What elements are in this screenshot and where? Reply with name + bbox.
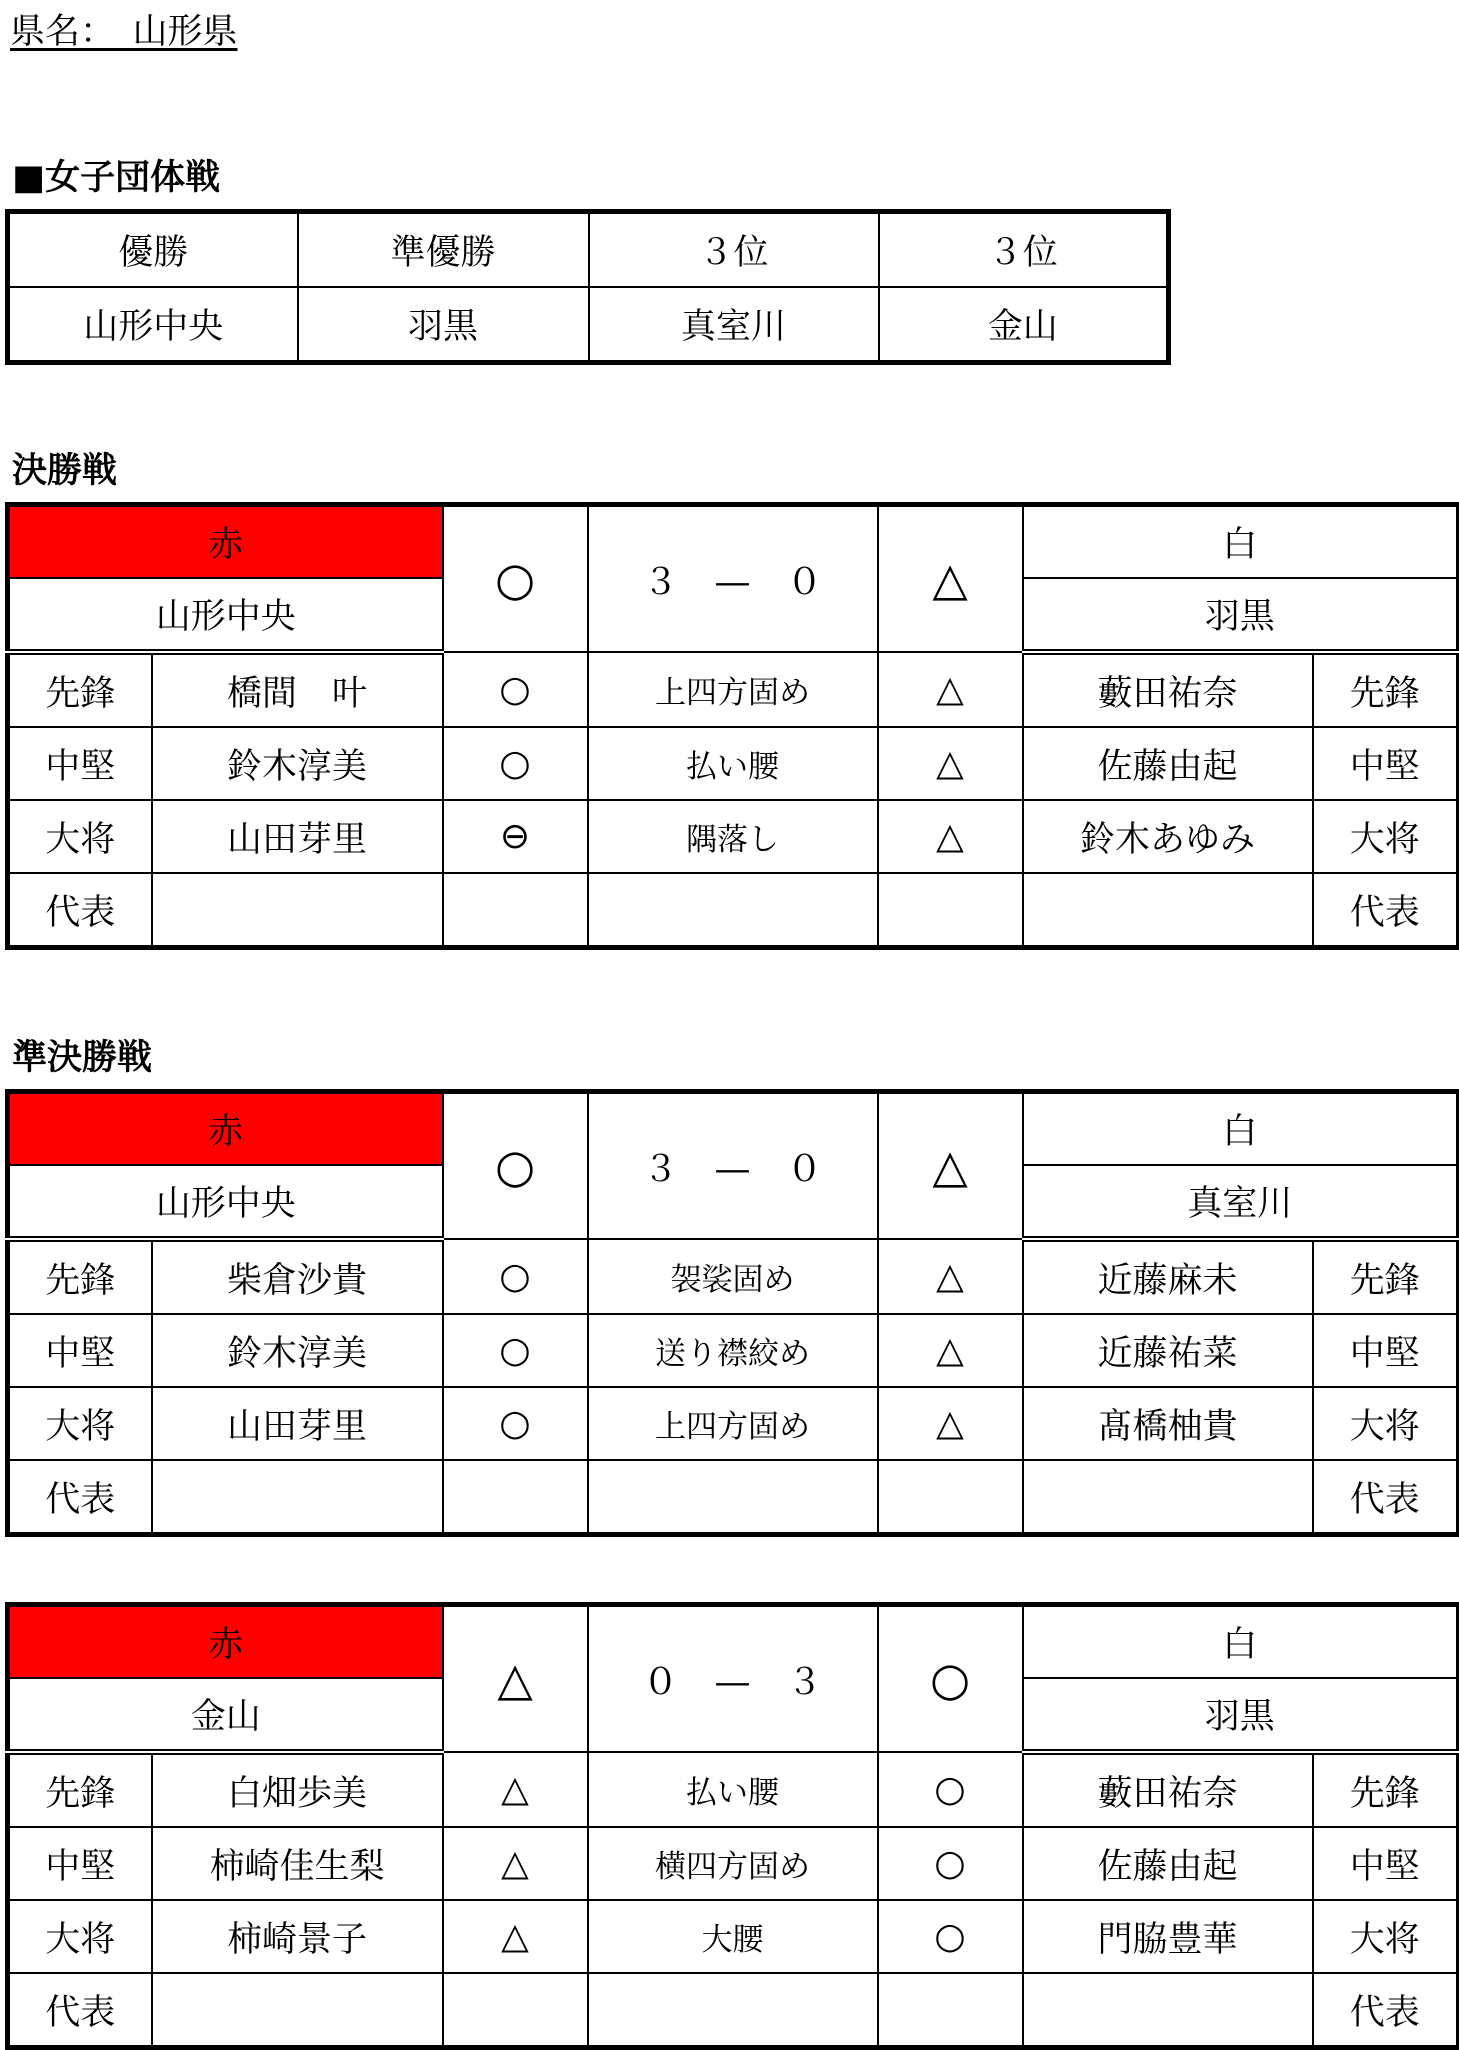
red-position: 先鋒 (8, 652, 152, 727)
match-header-row (8, 1605, 1459, 1679)
red-side-label: 赤 (8, 1605, 443, 1679)
technique: 横四方固め (588, 1827, 878, 1900)
white-position: 中堅 (1313, 727, 1459, 800)
results-team-row (8, 287, 1169, 363)
technique (588, 1460, 878, 1535)
final-heading: 決勝戦 (12, 451, 118, 491)
white-overall-mark: △ (878, 1092, 1023, 1240)
white-player: 藪田祐奈 (1023, 652, 1313, 727)
white-result: ○ (878, 1900, 1023, 1973)
bout-row (8, 1900, 1459, 1973)
bout-row (8, 800, 1459, 873)
white-player: 佐藤由起 (1023, 1827, 1313, 1900)
match-score: ０ — ３ (588, 1605, 878, 1753)
white-position: 代表 (1313, 873, 1459, 948)
red-result: ○ (443, 1314, 588, 1387)
technique: 上四方固め (588, 652, 878, 727)
red-player: 柿崎佳生梨 (152, 1827, 443, 1900)
final-match-table (5, 502, 1459, 950)
white-position: 代表 (1313, 1973, 1459, 2048)
rank-third: ３位 (589, 212, 879, 288)
bout-row (8, 1460, 1459, 1535)
red-player: 橋間 叶 (152, 652, 443, 727)
technique: 払い腰 (588, 727, 878, 800)
red-player: 柴倉沙貴 (152, 1239, 443, 1314)
red-player (152, 1973, 443, 2048)
white-position: 先鋒 (1313, 652, 1459, 727)
red-result: △ (443, 1827, 588, 1900)
white-result: △ (878, 1387, 1023, 1460)
white-side-label: 白 (1023, 1605, 1459, 1679)
bout-row (8, 1387, 1459, 1460)
white-result: ○ (878, 1827, 1023, 1900)
results-table (5, 209, 1171, 365)
white-player: 近藤麻未 (1023, 1239, 1313, 1314)
bout-row (8, 1827, 1459, 1900)
bout-row (8, 1752, 1459, 1827)
technique: 上四方固め (588, 1387, 878, 1460)
white-player: 近藤祐菜 (1023, 1314, 1313, 1387)
white-team-name: 羽黒 (1023, 1678, 1459, 1752)
red-result (443, 873, 588, 948)
white-player: 髙橋柚貴 (1023, 1387, 1313, 1460)
bout-row (8, 1239, 1459, 1314)
white-position: 大将 (1313, 1900, 1459, 1973)
white-result: △ (878, 727, 1023, 800)
white-side-label: 白 (1023, 505, 1459, 579)
red-player: 柿崎景子 (152, 1900, 443, 1973)
red-position: 先鋒 (8, 1239, 152, 1314)
white-position: 先鋒 (1313, 1239, 1459, 1314)
third-team: 金山 (879, 287, 1169, 363)
match-score: ３ — ０ (588, 505, 878, 653)
white-team-name: 真室川 (1023, 1165, 1459, 1239)
technique: 大腰 (588, 1900, 878, 1973)
red-position: 大将 (8, 800, 152, 873)
white-player: 門脇豊華 (1023, 1900, 1313, 1973)
technique (588, 1973, 878, 2048)
technique: 隅落し (588, 800, 878, 873)
white-player (1023, 1460, 1313, 1535)
white-result: △ (878, 1239, 1023, 1314)
red-team-name: 金山 (8, 1678, 443, 1752)
match-score: ３ — ０ (588, 1092, 878, 1240)
red-position: 中堅 (8, 727, 152, 800)
red-player: 山田芽里 (152, 1387, 443, 1460)
red-player: 白畑歩美 (152, 1752, 443, 1827)
white-player: 佐藤由起 (1023, 727, 1313, 800)
red-result: ○ (443, 1387, 588, 1460)
white-player (1023, 1973, 1313, 2048)
white-player (1023, 873, 1313, 948)
white-result: △ (878, 800, 1023, 873)
bout-row (8, 1973, 1459, 2048)
match-header-row (8, 1092, 1459, 1166)
red-player (152, 1460, 443, 1535)
red-position: 中堅 (8, 1314, 152, 1387)
bout-row (8, 1314, 1459, 1387)
semifinal-match-table (5, 1089, 1459, 1537)
red-position: 中堅 (8, 1827, 152, 1900)
red-result: △ (443, 1752, 588, 1827)
red-team-name: 山形中央 (8, 578, 443, 652)
red-result: ⊖ (443, 800, 588, 873)
technique (588, 873, 878, 948)
red-team-name: 山形中央 (8, 1165, 443, 1239)
red-result: ○ (443, 727, 588, 800)
red-position: 大将 (8, 1900, 152, 1973)
semifinal-2-match-table (5, 1602, 1459, 2050)
white-result: ○ (878, 1752, 1023, 1827)
white-result (878, 1460, 1023, 1535)
red-result: △ (443, 1900, 588, 1973)
red-side-label: 赤 (8, 1092, 443, 1166)
white-position: 大将 (1313, 1387, 1459, 1460)
bout-row (8, 873, 1459, 948)
technique: 送り襟絞め (588, 1314, 878, 1387)
champion-team: 山形中央 (8, 287, 298, 363)
red-side-label: 赤 (8, 505, 443, 579)
red-overall-mark: △ (443, 1605, 588, 1753)
white-result: △ (878, 1314, 1023, 1387)
white-position: 中堅 (1313, 1314, 1459, 1387)
white-overall-mark: △ (878, 505, 1023, 653)
prefecture-label: 県名： 山形県 (10, 12, 238, 52)
match-header-row (8, 505, 1459, 579)
white-side-label: 白 (1023, 1092, 1459, 1166)
red-position: 大将 (8, 1387, 152, 1460)
white-position: 代表 (1313, 1460, 1459, 1535)
red-result (443, 1973, 588, 2048)
runner-up-team: 羽黒 (298, 287, 589, 363)
red-result: ○ (443, 1239, 588, 1314)
white-position: 大将 (1313, 800, 1459, 873)
red-position: 代表 (8, 1973, 152, 2048)
red-player: 山田芽里 (152, 800, 443, 873)
technique: 払い腰 (588, 1752, 878, 1827)
white-player: 鈴木あゆみ (1023, 800, 1313, 873)
red-player: 鈴木淳美 (152, 1314, 443, 1387)
rank-runner-up: 準優勝 (298, 212, 589, 288)
red-position: 代表 (8, 873, 152, 948)
red-position: 代表 (8, 1460, 152, 1535)
white-position: 先鋒 (1313, 1752, 1459, 1827)
third-team: 真室川 (589, 287, 879, 363)
bout-row (8, 652, 1459, 727)
red-result: ○ (443, 652, 588, 727)
rank-third: ３位 (879, 212, 1169, 288)
white-player: 藪田祐奈 (1023, 1752, 1313, 1827)
technique: 袈裟固め (588, 1239, 878, 1314)
white-team-name: 羽黒 (1023, 578, 1459, 652)
red-player (152, 873, 443, 948)
rank-champion: 優勝 (8, 212, 298, 288)
team-competition-heading: ■女子団体戦 (12, 158, 221, 198)
bout-row (8, 727, 1459, 800)
semifinal-heading: 準決勝戦 (12, 1038, 153, 1078)
results-header-row (8, 212, 1169, 288)
white-result (878, 1973, 1023, 2048)
white-overall-mark: ○ (878, 1605, 1023, 1753)
red-player: 鈴木淳美 (152, 727, 443, 800)
white-result (878, 873, 1023, 948)
red-overall-mark: ○ (443, 1092, 588, 1240)
white-position: 中堅 (1313, 1827, 1459, 1900)
red-position: 先鋒 (8, 1752, 152, 1827)
red-overall-mark: ○ (443, 505, 588, 653)
red-result (443, 1460, 588, 1535)
white-result: △ (878, 652, 1023, 727)
